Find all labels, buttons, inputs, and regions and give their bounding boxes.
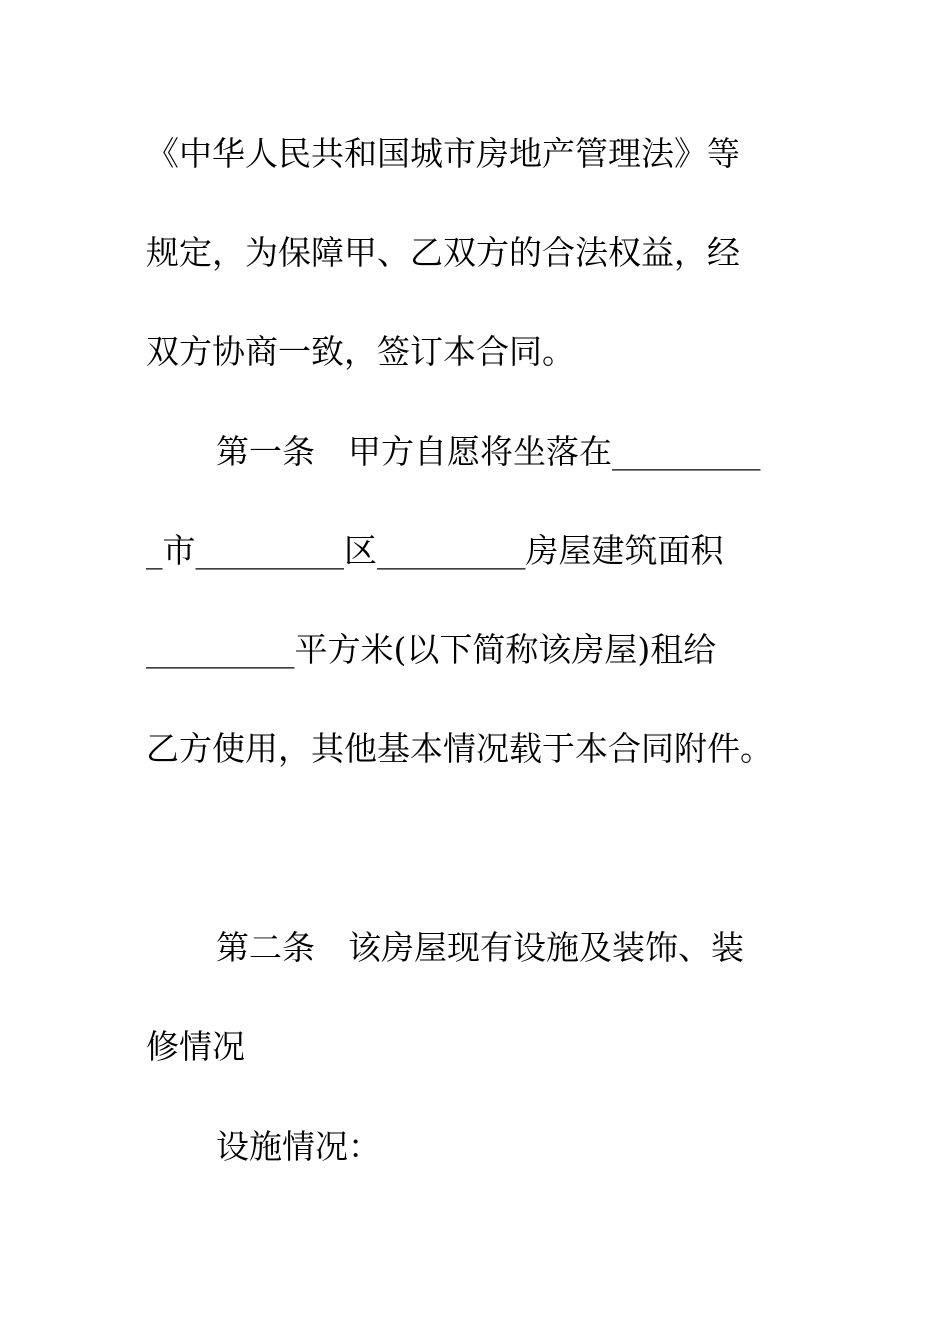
paragraph-line-3: 双方协商一致，签订本合同。 [146,332,575,371]
article-1-line-4: 乙方使用，其他基本情况载于本合同附件。 [146,729,773,768]
article-1-line-1: 第一条 甲方自愿将坐落在_________ [216,432,761,471]
article-2-line-2: 修情况 [146,1027,245,1066]
paragraph-line-1: 《中华人民共和国城市房地产管理法》等 [146,134,740,173]
facilities-heading: 设施情况： [216,1127,381,1166]
paragraph-line-2: 规定，为保障甲、乙双方的合法权益，经 [146,233,740,272]
article-1-line-2: _市_________区_________房屋建筑面积 [146,531,724,570]
article-2-line-1: 第二条 该房屋现有设施及装饰、装 [216,928,744,967]
article-1-line-3: _________平方米(以下简称该房屋)租给 [146,630,717,669]
